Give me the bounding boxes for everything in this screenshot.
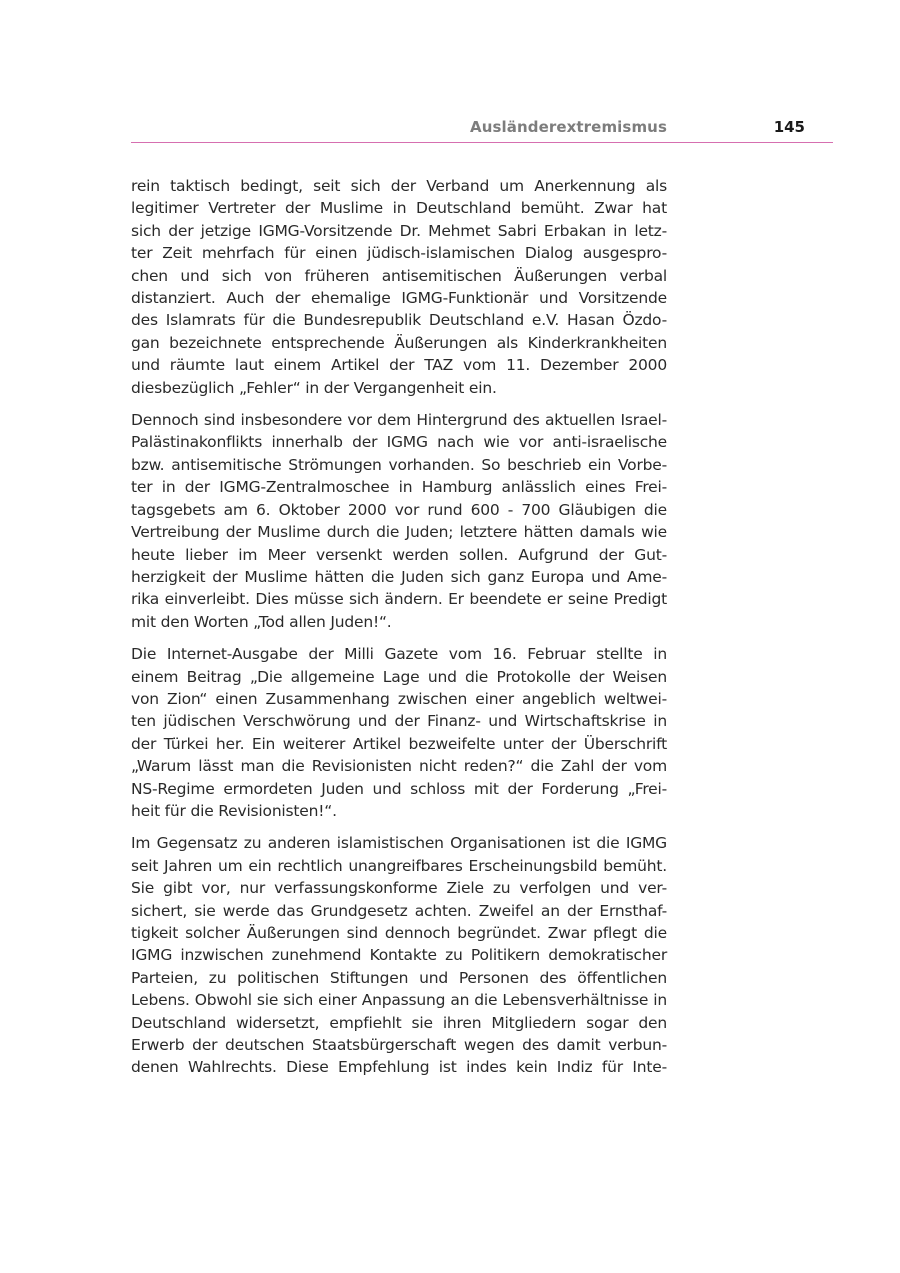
text-line: ten jüdischen Verschwörung und der Finanz- und Wirtschaftskrise in: [131, 712, 667, 731]
page-number: 145: [773, 118, 805, 136]
text-line: gan bezeichnete entsprechende Äußerungen als Kinderkrankheiten: [131, 333, 667, 352]
paragraph: [131, 175, 667, 399]
running-title: Ausländerextremismus: [470, 118, 667, 136]
paragraph: [131, 832, 667, 1078]
text-line: NS-Regime ermordeten Juden und schloss mit der Forderung „Frei-: [131, 779, 667, 798]
text-line: distanziert. Auch der ehemalige IGMG-Funktionär und Vorsitzende: [131, 289, 667, 308]
text-line: Dennoch sind insbesondere vor dem Hintergrund des aktuellen Israel-: [131, 411, 667, 430]
text-line: seit Jahren um ein rechtlich unangreifbares Erscheinungsbild bemüht.: [131, 856, 667, 875]
text-line: herzigkeit der Muslime hätten die Juden sich ganz Europa und Ame-: [131, 567, 667, 586]
text-line: Lebens. Obwohl sie sich einer Anpassung an die Lebensverhältnisse in: [131, 991, 667, 1010]
text-line: der Türkei her. Ein weiterer Artikel bezweifelte unter der Überschrift: [131, 734, 667, 753]
text-line: Palästinakonflikts innerhalb der IGMG nach wie vor anti-israelische: [131, 433, 667, 452]
text-line: heit für die Revisionisten!“.: [131, 801, 337, 820]
text-line: von Zion“ einen Zusammenhang zwischen einer angeblich weltwei-: [131, 689, 667, 708]
text-line: rika einverleibt. Dies müsse sich ändern. Er beendete er seine Predigt: [131, 590, 667, 609]
text-line: Im Gegensatz zu anderen islamistischen Organisationen ist die IGMG: [131, 834, 667, 853]
text-line: IGMG inzwischen zunehmend Kontakte zu Politikern demokratischer: [131, 946, 667, 965]
text-line: chen und sich von früheren antisemitischen Äußerungen verbal: [131, 266, 667, 285]
text-line: tigkeit solcher Äußerungen sind dennoch begründet. Zwar pflegt die: [131, 924, 667, 942]
paragraph: [131, 643, 667, 822]
text-line: und räumte laut einem Artikel der TAZ vom 11. Dezember 2000: [131, 356, 667, 375]
text-line: heute lieber im Meer versenkt werden sollen. Aufgrund der Gut-: [131, 545, 667, 564]
text-line: ter Zeit mehrfach für einen jüdisch-islamischen Dialog ausgespro-: [131, 244, 667, 263]
text-line: rein taktisch bedingt, seit sich der Verband um Anerkennung als: [131, 177, 667, 195]
text-line: diesbezüglich „Fehler“ in der Vergangenheit ein.: [131, 378, 497, 397]
text-line: einem Beitrag „Die allgemeine Lage und die Protokolle der Weisen: [131, 667, 667, 686]
running-header: [131, 116, 833, 143]
text-line: tagsgebets am 6. Oktober 2000 vor rund 600 - 700 Gläubigen die: [131, 500, 667, 519]
text-line: Vertreibung der Muslime durch die Juden; letztere hätten damals wie: [131, 523, 667, 542]
text-line: denen Wahlrechts. Diese Empfehlung ist indes kein Indiz für Inte-: [131, 1058, 667, 1077]
text-line: Parteien, zu politischen Stiftungen und Personen des öffentlichen: [131, 968, 667, 987]
text-line: sich der jetzige IGMG-Vorsitzende Dr. Mehmet Sabri Erbakan in letz-: [131, 221, 667, 240]
text-line: des Islamrats für die Bundesrepublik Deutschland e.V. Hasan Özdo-: [131, 311, 667, 330]
body-text: [131, 175, 667, 1089]
text-line: Sie gibt vor, nur verfassungskonforme Ziele zu verfolgen und ver-: [131, 879, 667, 898]
text-line: Deutschland widersetzt, empfiehlt sie ihren Mitgliedern sogar den: [131, 1013, 667, 1032]
text-line: bzw. antisemitische Strömungen vorhanden. So beschrieb ein Vorbe-: [131, 455, 667, 474]
text-line: „Warum lässt man die Revisionisten nicht reden?“ die Zahl der vom: [131, 757, 667, 776]
text-line: Die Internet-Ausgabe der Milli Gazete vom 16. Februar stellte in: [131, 645, 667, 664]
text-line: mit den Worten „Tod allen Juden!“.: [131, 612, 392, 631]
text-line: legitimer Vertreter der Muslime in Deutschland bemüht. Zwar hat: [131, 199, 667, 218]
paragraph: [131, 409, 667, 633]
text-line: sichert, sie werde das Grundgesetz achten. Zweifel an der Ernsthaf-: [131, 901, 667, 920]
text-line: ter in der IGMG-Zentralmoschee in Hamburg anlässlich eines Frei-: [131, 478, 667, 497]
text-line: Erwerb der deutschen Staatsbürgerschaft wegen des damit verbun-: [131, 1036, 667, 1055]
